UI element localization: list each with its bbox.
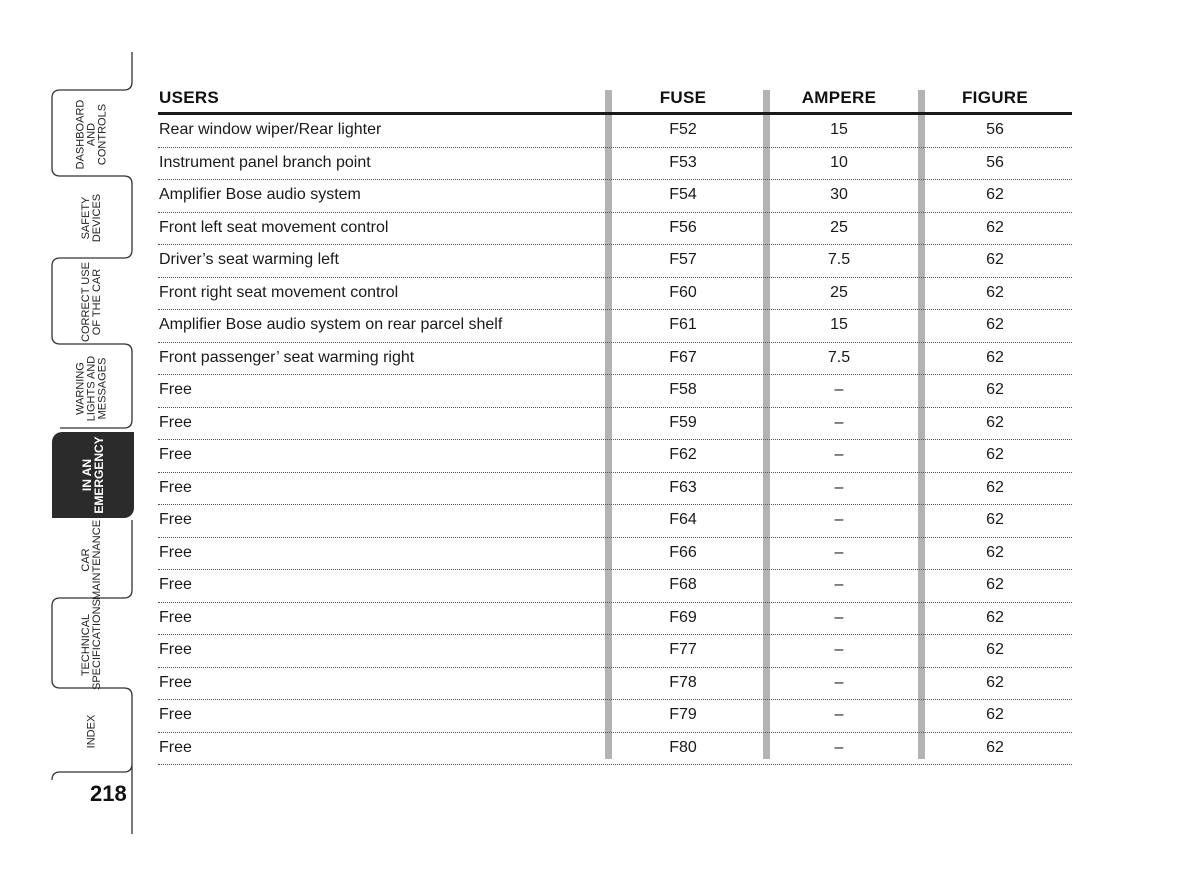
cell-figure: 56 [986, 121, 1004, 138]
cell-ampere: 15 [830, 121, 848, 138]
cell-ampere: – [834, 608, 844, 626]
tab-car-maintenance[interactable] [52, 520, 132, 600]
cell-figure: 62 [986, 251, 1004, 268]
cell-fuse: F64 [669, 511, 697, 528]
cell-fuse: F52 [669, 121, 697, 138]
cell-figure: 62 [986, 413, 1004, 431]
cell-figure: 62 [986, 608, 1004, 626]
cell-ampere: 25 [830, 218, 848, 236]
cell-ampere: – [834, 413, 844, 431]
cell-users: Front right seat movement control [159, 283, 399, 301]
cell-figure: 62 [986, 543, 1004, 561]
table-row [158, 115, 1072, 148]
table-row [158, 635, 1072, 668]
table-row [158, 343, 1072, 376]
cell-users: Free [159, 381, 192, 398]
section-tab-rail [0, 0, 140, 886]
cell-users: Free [159, 673, 192, 691]
cell-users: Amplifier Bose audio system on rear parcel shelf [159, 316, 503, 333]
cell-ampere: – [834, 511, 844, 528]
cell-ampere: – [834, 673, 844, 691]
cell-figure: 62 [986, 218, 1004, 236]
cell-figure: 62 [986, 283, 1004, 301]
tab-label: TECHNICAL SPECIFICATIONS [80, 599, 103, 690]
cell-users: Front passenger’ seat warming right [159, 348, 415, 366]
cell-ampere: 30 [830, 186, 848, 203]
cell-figure: 62 [986, 641, 1004, 658]
tab-label: INDEX [85, 714, 98, 748]
cell-figure: 62 [986, 381, 1004, 398]
cell-ampere: 7.5 [827, 348, 851, 366]
header-figure: FIGURE [961, 88, 1029, 107]
cell-users: Free [159, 738, 192, 756]
table-row [158, 700, 1072, 733]
cell-fuse: F60 [669, 283, 697, 301]
cell-ampere: 15 [830, 316, 848, 333]
cell-users: Instrument panel branch point [159, 153, 371, 171]
cell-figure: 62 [986, 511, 1004, 528]
table-row [158, 278, 1072, 311]
cell-users: Free [159, 511, 192, 528]
cell-fuse: F58 [669, 381, 697, 398]
header-users: USERS [159, 88, 220, 107]
table-row [158, 310, 1072, 343]
cell-fuse: F80 [669, 738, 697, 756]
cell-fuse: F61 [669, 316, 697, 333]
cell-figure: 62 [986, 348, 1004, 366]
cell-figure: 62 [986, 706, 1004, 723]
table-row [158, 180, 1072, 213]
cell-ampere: 7.5 [827, 251, 851, 268]
cell-figure: 62 [986, 446, 1004, 463]
cell-fuse: F78 [669, 673, 697, 691]
tab-technical-specifications[interactable] [52, 599, 132, 690]
cell-users: Free [159, 478, 192, 496]
cell-figure: 62 [986, 186, 1004, 203]
tab-label: DASHBOARD AND CONTROLS [74, 99, 109, 169]
cell-ampere: – [834, 706, 844, 723]
cell-ampere: – [834, 576, 844, 593]
cell-users: Free [159, 706, 192, 723]
tab-label: SAFETY DEVICES [80, 193, 103, 243]
cell-ampere: – [834, 478, 844, 496]
cell-fuse: F56 [669, 218, 697, 236]
cell-figure: 62 [986, 478, 1004, 496]
tab-safety-devices[interactable] [52, 178, 132, 258]
table-row [158, 603, 1072, 636]
cell-users: Amplifier Bose audio system [159, 186, 361, 203]
table-row [158, 375, 1072, 408]
table-row [158, 213, 1072, 246]
table-row [158, 440, 1072, 473]
cell-users: Free [159, 543, 192, 561]
table-header-row [158, 86, 1072, 115]
table-row [158, 733, 1072, 766]
tab-label: WARNING LIGHTS AND MESSAGES [74, 355, 109, 421]
cell-fuse: F59 [669, 413, 697, 431]
cell-ampere: – [834, 641, 844, 658]
cell-fuse: F54 [669, 186, 697, 203]
cell-figure: 62 [986, 738, 1004, 756]
cell-fuse: F66 [669, 543, 697, 561]
cell-ampere: – [834, 738, 844, 756]
tab-label: IN AN EMERGENCY [80, 436, 106, 514]
table-row [158, 538, 1072, 571]
page-number: 218 [90, 781, 127, 806]
cell-fuse: F68 [669, 576, 697, 593]
tab-index[interactable] [52, 690, 132, 772]
cell-users: Free [159, 641, 192, 658]
cell-fuse: F69 [669, 608, 697, 626]
cell-ampere: – [834, 543, 844, 561]
cell-users: Driver’s seat warming left [159, 251, 339, 268]
tab-dashboard-and-controls[interactable] [52, 92, 132, 176]
header-ampere: AMPERE [801, 88, 877, 107]
cell-ampere: 25 [830, 283, 848, 301]
cell-users: Front left seat movement control [159, 218, 389, 236]
table-row [158, 148, 1072, 181]
cell-users: Free [159, 608, 192, 626]
cell-users: Free [159, 413, 192, 431]
table-row [158, 408, 1072, 441]
cell-users: Free [159, 446, 192, 463]
tab-correct-use-of-the-car[interactable] [52, 260, 132, 344]
table-body [158, 115, 1072, 765]
cell-figure: 62 [986, 673, 1004, 691]
cell-figure: 56 [986, 153, 1004, 171]
table-row [158, 245, 1072, 278]
cell-fuse: F57 [669, 251, 697, 268]
cell-ampere: 10 [830, 153, 848, 171]
table-row [158, 473, 1072, 506]
cell-fuse: F77 [669, 641, 697, 658]
cell-figure: 62 [986, 576, 1004, 593]
cell-ampere: – [834, 381, 844, 398]
cell-ampere: – [834, 446, 844, 463]
cell-users: Rear window wiper/Rear lighter [159, 121, 382, 138]
cell-fuse: F67 [669, 348, 697, 366]
tab-label: CORRECT USE OF THE CAR [80, 262, 103, 342]
cell-figure: 62 [986, 316, 1004, 333]
table-row [158, 668, 1072, 701]
table-row [158, 505, 1072, 538]
cell-users: Free [159, 576, 192, 593]
cell-fuse: F53 [669, 153, 697, 171]
tab-in-an-emergency[interactable] [52, 432, 134, 518]
cell-fuse: F79 [669, 706, 697, 723]
fuse-table [158, 86, 1072, 766]
tab-label: CAR MAINTENANCE [80, 519, 103, 601]
header-fuse: FUSE [659, 88, 707, 107]
cell-fuse: F63 [669, 478, 697, 496]
cell-fuse: F62 [669, 446, 697, 463]
tab-warning-lights-and-messages[interactable] [52, 346, 132, 430]
table-row [158, 570, 1072, 603]
